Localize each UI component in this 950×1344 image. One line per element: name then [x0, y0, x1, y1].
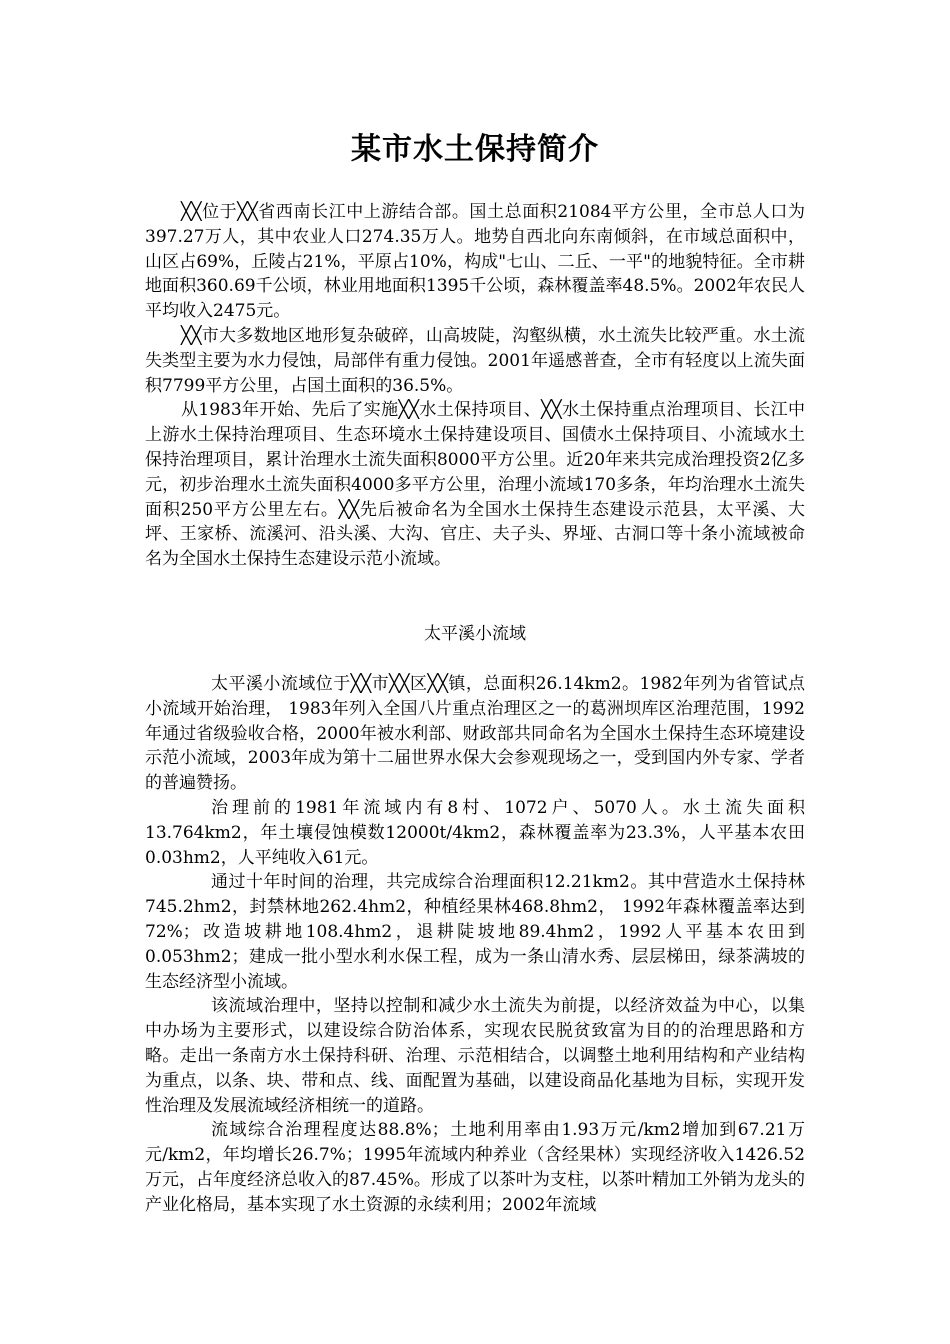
section-paragraph: 流域综合治理程度达88.8%；土地利用率由1.93万元/km2增加到67.21万元/km2，年均增长26.7%；1995年流域内种养业（含经果林）实现经济收入1426.52万元，占年度经济总收入的87.45%。形成了以茶叶为支柱，以茶叶精加工外销为龙头的产业化格局，基本实现了水土资源的永续利用；2002年流域 [145, 1120, 805, 1215]
section-paragraph: 该流域治理中，坚持以控制和减少水土流失为前提，以经济效益为中心，以集中办场为主要形式，以建设综合防治体系，实现农民脱贫致富为目的的治理思路和方略。走出一条南方水土保持科研、治理、示范相结合，以调整土地利用结构和产业结构为重点，以条、块、带和点、线、面配置为基础，以建设商品化基地为目标，实现开发性治理及发展流域经济相统一的道路。 [145, 996, 805, 1116]
intro-section [145, 200, 805, 572]
section-paragraph: 治理前的1981年流域内有8村、1072户、5070人。水土流失面积13.764km2，年土壤侵蚀模数12000t/4km2，森林覆盖率为23.3%，人平基本农田0.03hm2，人平纯收入61元。 [145, 797, 805, 868]
section-heading: 太平溪小流域 [424, 624, 526, 644]
section-paragraph: 太平溪小流域位于╳╳市╳╳区╳╳镇，总面积26.14km2。1982年列为省管试点小流域开始治理， 1983年列入全国八片重点治理区之一的葛洲坝库区治理范围，1992年通过省级验收合格，2000年被水利部、财政部共同命名为全国水土保持生态环境建设示范小流域，2003年成为第十二届世界水保大会参观现场之一，受到国内外专家、学者的普遍赞扬。 [145, 674, 805, 794]
document-title: 某市水土保持简介 [351, 132, 599, 167]
section-body [145, 672, 805, 1218]
section-paragraph: 通过十年时间的治理，共完成综合治理面积12.21km2。其中营造水土保持林745.2hm2，封禁林地262.4hm2，种植经果林468.8hm2， 1992年森林覆盖率达到72%；改造坡耕地108.4hm2，退耕陡坡地89.4hm2，1992人平基本农田到0.053hm2；建成一批小型水利水保工程，成为一条山清水秀、层层梯田，绿茶满坡的生态经济型小流域。 [145, 872, 805, 992]
intro-paragraph: 从1983年开始、先后了实施╳╳水土保持项目、╳╳水土保持重点治理项目、长江中上游水土保持治理项目、生态环境水土保持建设项目、国债水土保持项目、小流域水土保持治理项目，累计治理水土流失面积8000平方公里。近20年来共完成治理投资2亿多元，初步治理水土流失面积4000多平方公里，治理小流域170多条，年均治理水土流失面积250平方公里左右。╳╳先后被命名为全国水土保持生态建设示范县，太平溪、大坪、王家桥、流溪河、沿头溪、大沟、官庄、夫子头、界垭、古洞口等十条小流域被命名为全国水土保持生态建设示范小流域。 [145, 400, 805, 570]
intro-paragraph: ╳╳位于╳╳省西南长江中上游结合部。国土总面积21084平方公里，全市总人口为397.27万人，其中农业人口274.35万人。地势自西北向东南倾斜，在市域总面积中，山区占69%，丘陵占21%，平原占10%，构成"七山、二丘、一平"的地貌特征。全市耕地面积360.69千公顷，林业用地面积1395千公顷，森林覆盖率48.5%。2002年农民人平均收入2475元。 [145, 202, 805, 322]
intro-paragraph: ╳╳市大多数地区地形复杂破碎，山高坡陡，沟壑纵横，水土流失比较严重。水土流失类型主要为水力侵蚀，局部伴有重力侵蚀。2001年遥感普查，全市有轻度以上流失面积7799平方公里，占国土面积的36.5%。 [145, 325, 805, 396]
